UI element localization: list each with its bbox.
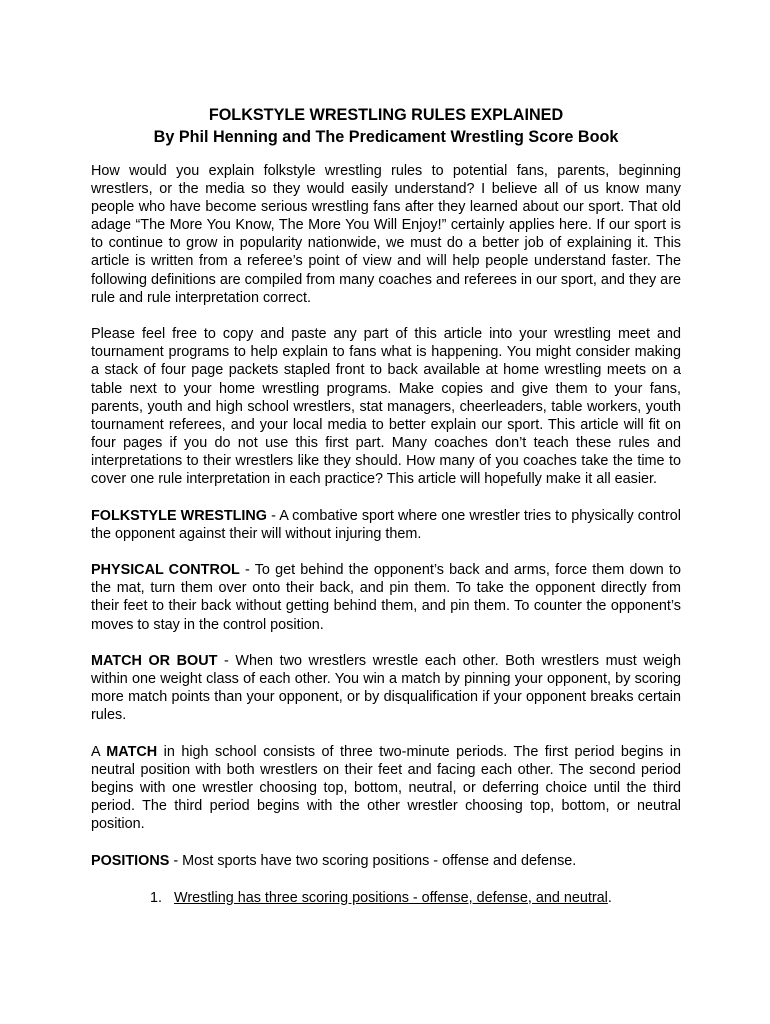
- list-item: [91, 889, 681, 907]
- match-paragraph: [91, 743, 681, 833]
- list-item-trail: .: [607, 889, 612, 906]
- intro-paragraph-2: Please feel free to copy and paste any part of this article into your wrestling meet and tournament programs to help explain to fans what is happening. You might consider making a stack of four page packets stapled front to back available at home wrestling meets on a table next to your home wrestling programs. Make copies and give them to your fans, parents, youth and high school wrestlers, stat managers, cheerleaders, table workers, youth tournament referees, and your local media to better explain our sport. This article will fit on four pages if you do not use this first part. Many coaches don’t teach these rules and interpretations to their wrestlers like they should. How many of you coaches take the time to cover one rule interpretation in each practice? This article will hopefully make it all easier.: [91, 326, 681, 487]
- definition-positions: [91, 852, 681, 870]
- definition-term: FOLKSTYLE WRESTLING: [91, 507, 267, 524]
- definition-match-or-bout: [91, 652, 681, 724]
- list-item-text: Wrestling has three scoring positions - offense, defense, and neutral: [174, 889, 608, 906]
- positions-term: POSITIONS: [91, 853, 170, 869]
- document-subtitle: By Phil Henning and The Predicament Wrestling Score Book: [153, 128, 619, 146]
- match-term: MATCH: [106, 744, 158, 761]
- definition-text: - To get behind the opponent’s back and arms, force them down to the mat, turn them over onto their back, and pin them. To take the opponent directly from their feet to their back without getting behind them, and pin them. To counter the opponent’s moves to stay in the control position.: [91, 562, 681, 633]
- definition-folkstyle-wrestling: [91, 507, 681, 543]
- list-item-number: 1.: [150, 889, 163, 906]
- positions-text: - Most sports have two scoring positions - offense and defense.: [169, 853, 577, 869]
- document-body: [91, 104, 681, 907]
- definition-physical-control: [91, 561, 681, 633]
- definition-term: PHYSICAL CONTROL: [91, 562, 240, 579]
- intro-paragraph-1: How would you explain folkstyle wrestling rules to potential fans, parents, beginning wrestlers, or the media so they would easily understand? I believe all of us know many people who have become serious wrestling fans after they learned about our sport. That old adage “The More You Know, The More You Will Enjoy!” certainly applies here. If our sport is to continue to grow in popularity nationwide, we must do a better job of explaining it. This article is written from a referee’s point of view and will help people understand faster. The following definitions are compiled from many coaches and referees in our sport, and they are rule and rule interpretation correct.: [91, 163, 681, 306]
- definition-term: MATCH OR BOUT: [91, 653, 218, 670]
- title-block: [91, 104, 681, 148]
- match-prefix: A: [91, 744, 107, 761]
- match-text: in high school consists of three two-minute periods. The first period begins in neutral position with both wrestlers on their feet and facing each other. The second period begins with one wrestler choosing top, bottom, neutral, or deferring choice until the third period. The third period begins with the other wrestler choosing top, bottom, or neutral position.: [91, 744, 681, 833]
- definition-text: - A combative sport where one wrestler tries to physically control the opponent against their will without injuring them.: [91, 507, 681, 542]
- definition-text: - When two wrestlers wrestle each other. Both wrestlers must weigh within one weight class of each other. You win a match by pinning your opponent, by scoring more match points than your opponent, or by disqualification if your opponent breaks certain rules.: [91, 653, 681, 724]
- document-title: FOLKSTYLE WRESTLING RULES EXPLAINED: [208, 106, 564, 124]
- positions-list: [91, 889, 681, 907]
